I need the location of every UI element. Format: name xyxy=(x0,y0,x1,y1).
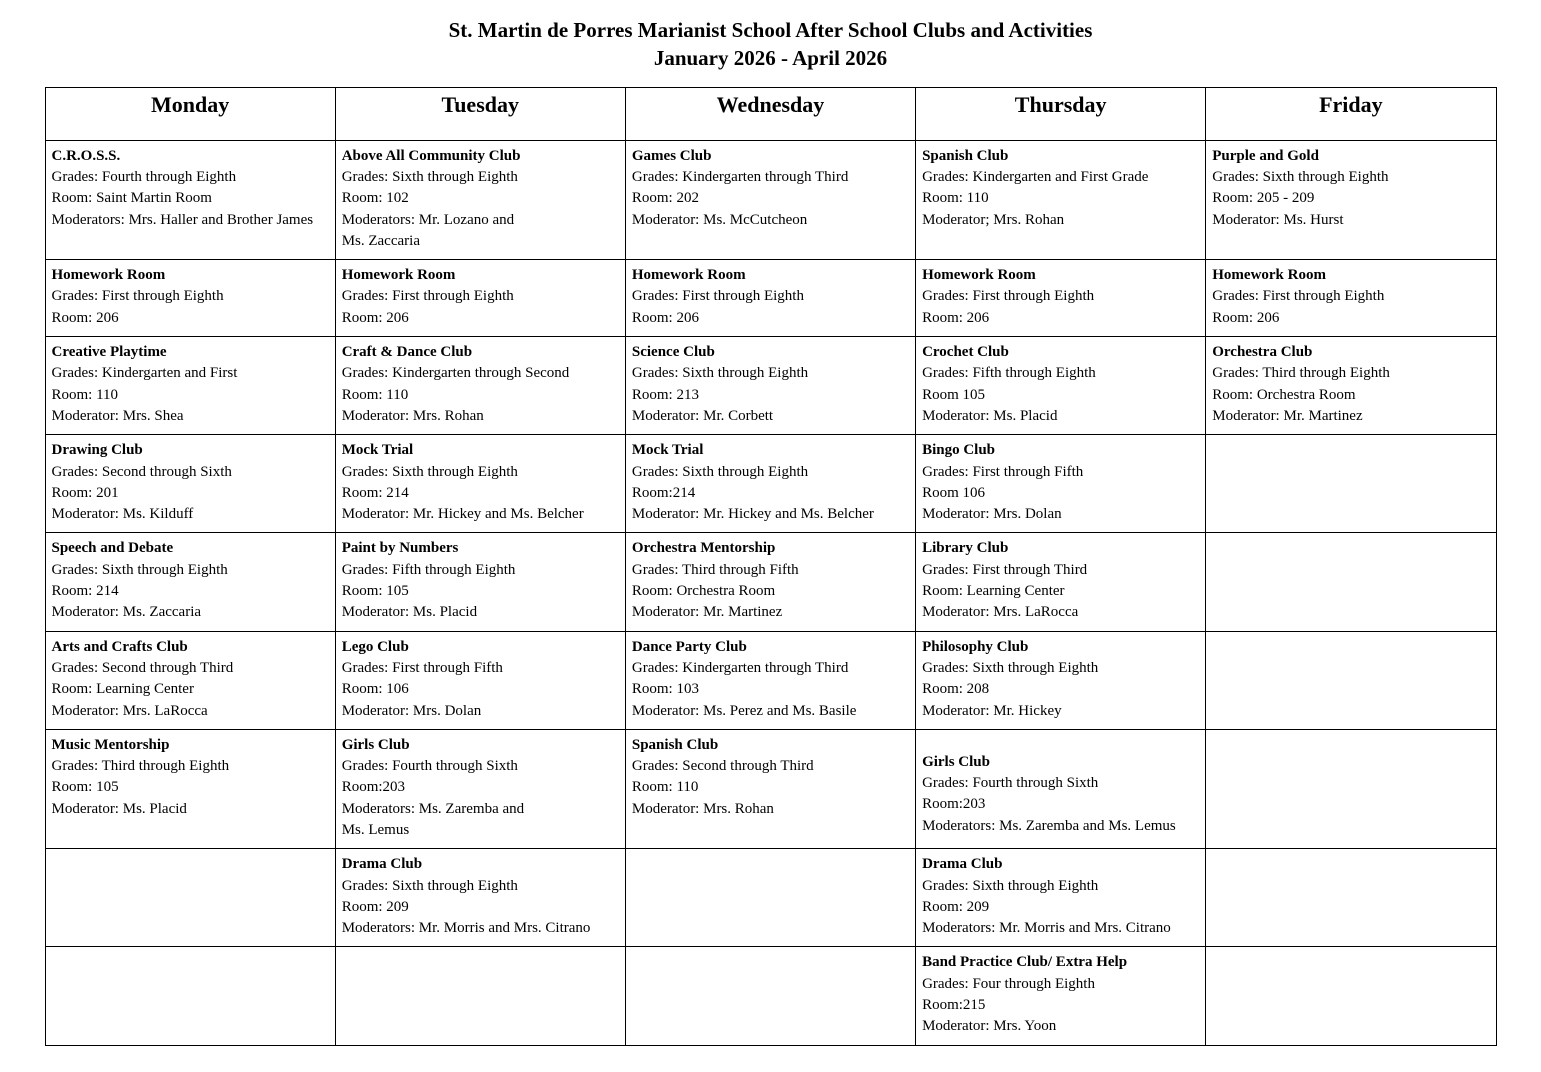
table-row xyxy=(45,140,1496,259)
club-detail-line: Grades: Sixth through Eighth xyxy=(341,168,518,185)
club-detail-line: Room:203 xyxy=(341,779,406,796)
club-name: Science Club xyxy=(631,344,715,361)
page-title-line-2: January 2026 - April 2026 xyxy=(653,46,888,71)
club-detail-line: Grades: Second through Sixth xyxy=(51,463,232,480)
club-detail-line: Grades: Kindergarten and First Grade xyxy=(922,168,1149,185)
cell-content xyxy=(46,435,335,532)
cell-content xyxy=(626,141,915,238)
club-detail-line: Moderator: Ms. Kilduff xyxy=(51,506,194,523)
schedule-cell xyxy=(916,533,1206,631)
cell-content xyxy=(46,849,335,881)
cell-content xyxy=(46,337,335,434)
club-detail-line: Grades: Second through Third xyxy=(51,659,234,676)
club-name: Craft & Dance Club xyxy=(341,344,473,361)
schedule-cell xyxy=(625,260,915,337)
cell-content xyxy=(46,947,335,979)
schedule-cell-empty xyxy=(1206,729,1496,848)
club-detail-line: Grades: Sixth through Eighth xyxy=(1212,168,1389,185)
cell-content xyxy=(626,730,915,827)
club-detail-line: Room: Orchestra Room xyxy=(1212,386,1356,403)
club-detail-line: Moderators: Mr. Morris and Mrs. Citrano xyxy=(922,920,1171,937)
cell-content xyxy=(1206,730,1495,762)
schedule-cell-empty xyxy=(45,849,335,947)
schedule-cell-empty xyxy=(335,947,625,1045)
table-body xyxy=(45,140,1496,1045)
column-header-tuesday: Tuesday xyxy=(335,87,625,140)
cell-content xyxy=(1206,947,1495,979)
cell-content xyxy=(626,947,915,979)
table-row xyxy=(45,337,1496,435)
club-name: Bingo Club xyxy=(922,442,996,459)
club-detail-line: Grades: Sixth through Eighth xyxy=(341,463,518,480)
table-row xyxy=(45,533,1496,631)
club-detail-line: Room: 103 xyxy=(631,681,699,698)
cell-content xyxy=(916,533,1205,630)
schedule-cell xyxy=(1206,337,1496,435)
club-detail-line: Grades: First through Fifth xyxy=(341,659,503,676)
clubs-schedule-table xyxy=(45,87,1497,1046)
cell-content xyxy=(1206,141,1495,238)
club-detail-line: Room: 105 xyxy=(51,779,119,796)
cell-content xyxy=(916,435,1205,532)
club-name: C.R.O.S.S. xyxy=(51,147,121,164)
club-name: Orchestra Club xyxy=(1212,344,1313,361)
club-detail-line: Room: Learning Center xyxy=(922,583,1065,600)
club-detail-line: Moderator: Ms. Placid xyxy=(341,604,478,621)
club-detail-line: Grades: First through Fifth xyxy=(922,463,1084,480)
club-detail-line: Room:203 xyxy=(922,796,986,813)
schedule-cell xyxy=(916,435,1206,533)
club-detail-line: Room: 102 xyxy=(341,190,409,207)
cell-content xyxy=(916,849,1205,946)
schedule-cell-empty xyxy=(45,947,335,1045)
club-detail-line: Moderator: Mr. Martinez xyxy=(1212,407,1363,424)
schedule-cell xyxy=(45,260,335,337)
schedule-cell xyxy=(625,729,915,848)
schedule-cell xyxy=(1206,260,1496,337)
club-name: Girls Club xyxy=(922,753,990,770)
schedule-cell xyxy=(625,533,915,631)
club-detail-line: Room: 106 xyxy=(341,681,409,698)
cell-content xyxy=(336,260,625,336)
club-name: Drama Club xyxy=(341,856,423,873)
club-detail-line: Moderator: Ms. Hurst xyxy=(1212,211,1344,228)
club-detail-line: Room: 206 xyxy=(1212,309,1280,326)
page-title-line-1: St. Martin de Porres Marianist School After School Clubs and Activities xyxy=(448,18,1093,42)
schedule-cell xyxy=(916,337,1206,435)
cell-content xyxy=(336,533,625,630)
schedule-cell-empty xyxy=(1206,435,1496,533)
club-detail-line: Grades: Sixth through Eighth xyxy=(51,561,228,578)
club-detail-line: Room: 110 xyxy=(631,779,699,796)
schedule-cell-empty xyxy=(625,947,915,1045)
club-detail-line: Moderator: Ms. Placid xyxy=(922,407,1058,424)
cell-content xyxy=(1206,632,1495,664)
club-detail-line: Moderator; Mrs. Rohan xyxy=(922,211,1065,228)
schedule-cell xyxy=(625,140,915,259)
club-detail-line: Grades: Fourth through Sixth xyxy=(341,758,518,775)
table-row xyxy=(45,947,1496,1045)
club-detail-line: Room 106 xyxy=(922,484,985,501)
club-detail-line: Grades: Kindergarten and First xyxy=(51,365,238,382)
club-detail-line: Grades: First through Eighth xyxy=(1212,288,1385,305)
table-row xyxy=(45,435,1496,533)
club-detail-line: Ms. Lemus xyxy=(341,822,410,838)
cell-content xyxy=(1206,849,1495,881)
cell-content xyxy=(626,632,915,729)
schedule-cell xyxy=(625,337,915,435)
club-detail-line: Moderator: Mr. Corbett xyxy=(631,407,774,424)
table-header-row xyxy=(45,87,1496,140)
club-detail-line: Grades: Kindergarten through Third xyxy=(631,168,849,185)
club-name: Mock Trial xyxy=(631,442,704,459)
schedule-cell xyxy=(335,260,625,337)
club-detail-line: Moderator: Mrs. LaRocca xyxy=(51,702,208,719)
club-detail-line: Room: 206 xyxy=(631,309,699,326)
club-detail-line: Grades: Third through Fifth xyxy=(631,561,799,578)
club-detail-line: Room: 201 xyxy=(51,484,119,501)
club-name: Spanish Club xyxy=(922,147,1009,164)
cell-content xyxy=(916,632,1205,729)
club-detail-line: Moderator: Mrs. LaRocca xyxy=(922,604,1079,621)
schedule-cell xyxy=(335,631,625,729)
schedule-cell-empty xyxy=(1206,849,1496,947)
table-row xyxy=(45,849,1496,947)
cell-content xyxy=(1206,435,1495,467)
cell-content xyxy=(626,533,915,630)
club-detail-line: Room 105 xyxy=(922,386,985,403)
club-name: Drawing Club xyxy=(51,442,143,459)
club-detail-line: Room: 105 xyxy=(341,583,409,600)
club-detail-line: Grades: Fourth through Eighth xyxy=(51,168,237,185)
club-name: Crochet Club xyxy=(922,344,1009,361)
club-detail-line: Moderators: Ms. Zaremba and Ms. Lemus xyxy=(922,817,1176,834)
club-name: Arts and Crafts Club xyxy=(51,638,188,655)
club-detail-line: Moderators: Ms. Zaremba and xyxy=(341,800,525,817)
cell-content xyxy=(46,632,335,729)
cell-content xyxy=(626,337,915,434)
cell-content xyxy=(336,849,625,946)
column-header-friday: Friday xyxy=(1206,87,1496,140)
schedule-cell xyxy=(45,533,335,631)
club-detail-line: Grades: First through Eighth xyxy=(631,288,804,305)
club-name: Homework Room xyxy=(922,267,1036,284)
schedule-cell xyxy=(335,533,625,631)
club-detail-line: Room: 214 xyxy=(51,583,119,600)
club-name: Drama Club xyxy=(922,856,1003,873)
column-header-monday: Monday xyxy=(45,87,335,140)
club-detail-line: Grades: Fifth through Eighth xyxy=(341,561,516,578)
table-header xyxy=(45,87,1496,140)
schedule-cell-empty xyxy=(1206,631,1496,729)
table-row xyxy=(45,729,1496,848)
schedule-cell xyxy=(1206,140,1496,259)
cell-content xyxy=(46,141,335,238)
column-header-wednesday: Wednesday xyxy=(625,87,915,140)
club-detail-line: Grades: Third through Eighth xyxy=(1212,365,1390,382)
club-name: Band Practice Club/ Extra Help xyxy=(922,954,1128,971)
club-name: Homework Room xyxy=(1212,267,1326,284)
cell-content xyxy=(916,337,1205,434)
cell-content xyxy=(916,947,1205,1044)
club-detail-line: Room: 110 xyxy=(51,386,119,403)
cell-content xyxy=(46,730,335,827)
schedule-cell xyxy=(45,729,335,848)
club-detail-line: Moderators: Mr. Lozano and xyxy=(341,211,515,228)
page-title xyxy=(40,16,1501,73)
club-detail-line: Room: 110 xyxy=(341,386,409,403)
club-detail-line: Room: 202 xyxy=(631,190,699,207)
club-detail-line: Grades: Fifth through Eighth xyxy=(922,365,1096,382)
schedule-cell xyxy=(335,729,625,848)
schedule-cell xyxy=(916,729,1206,848)
cell-content xyxy=(336,337,625,434)
schedule-cell xyxy=(45,435,335,533)
cell-content xyxy=(626,849,915,881)
club-detail-line: Grades: First through Eighth xyxy=(51,288,224,305)
club-detail-line: Moderator: Mrs. Shea xyxy=(51,407,184,424)
club-detail-line: Room: 214 xyxy=(341,484,409,501)
club-detail-line: Room: 205 - 209 xyxy=(1212,190,1315,207)
club-detail-line: Moderator: Mr. Hickey and Ms. Belcher xyxy=(341,506,584,523)
club-name: Above All Community Club xyxy=(341,147,521,164)
table-row xyxy=(45,631,1496,729)
club-detail-line: Grades: Second through Third xyxy=(631,758,814,775)
club-name: Lego Club xyxy=(341,638,409,655)
club-name: Purple and Gold xyxy=(1212,147,1319,164)
club-detail-line: Room: 209 xyxy=(922,898,990,915)
club-name: Games Club xyxy=(631,147,712,164)
club-name: Homework Room xyxy=(51,267,166,284)
schedule-cell xyxy=(335,140,625,259)
club-detail-line: Moderator: Ms. Placid xyxy=(51,800,187,817)
club-detail-line: Moderator: Ms. Zaccaria xyxy=(51,604,202,621)
cell-content xyxy=(336,730,625,848)
club-detail-line: Room:214 xyxy=(631,484,696,501)
club-detail-line: Grades: Third through Eighth xyxy=(51,758,230,775)
club-detail-line: Room: 206 xyxy=(51,309,119,326)
club-detail-line: Room: 209 xyxy=(341,898,409,915)
club-name: Dance Party Club xyxy=(631,638,747,655)
schedule-cell xyxy=(916,947,1206,1045)
schedule-cell xyxy=(625,631,915,729)
cell-content xyxy=(916,730,1205,844)
club-detail-line: Grades: Four through Eighth xyxy=(922,975,1095,992)
table-row xyxy=(45,260,1496,337)
cell-content xyxy=(336,141,625,259)
club-detail-line: Grades: Kindergarten through Second xyxy=(341,365,570,382)
club-name: Library Club xyxy=(922,540,1009,557)
club-name: Paint by Numbers xyxy=(341,540,459,557)
club-detail-line: Room: Saint Martin Room xyxy=(51,190,212,207)
club-detail-line: Grades: First through Eighth xyxy=(341,288,514,305)
club-detail-line: Moderator: Mrs. Dolan xyxy=(922,506,1062,523)
club-detail-line: Room: Orchestra Room xyxy=(631,583,776,600)
club-detail-line: Room: 213 xyxy=(631,386,699,403)
schedule-cell xyxy=(625,435,915,533)
schedule-cell xyxy=(335,337,625,435)
schedule-cell xyxy=(916,140,1206,259)
club-name: Orchestra Mentorship xyxy=(631,540,776,557)
schedule-cell-empty xyxy=(1206,533,1496,631)
club-name: Music Mentorship xyxy=(51,736,170,753)
club-name: Girls Club xyxy=(341,736,410,753)
club-detail-line: Moderator: Mr. Hickey xyxy=(922,702,1062,719)
club-detail-line: Moderators: Mrs. Haller and Brother James xyxy=(51,211,314,228)
club-detail-line: Room: Learning Center xyxy=(51,681,194,698)
schedule-cell xyxy=(45,140,335,259)
club-detail-line: Ms. Zaccaria xyxy=(341,232,420,249)
club-detail-line: Room: 208 xyxy=(922,681,990,698)
club-detail-line: Grades: Sixth through Eighth xyxy=(341,877,518,894)
cell-content xyxy=(46,260,335,336)
club-detail-line: Grades: First through Third xyxy=(922,561,1088,578)
club-name: Speech and Debate xyxy=(51,540,174,557)
cell-content xyxy=(1206,533,1495,565)
club-detail-line: Grades: First through Eighth xyxy=(922,288,1095,305)
club-detail-line: Room: 206 xyxy=(341,309,409,326)
cell-content xyxy=(336,435,625,532)
schedule-cell xyxy=(916,631,1206,729)
club-detail-line: Grades: Fourth through Sixth xyxy=(922,775,1099,792)
club-detail-line: Moderator: Mrs. Dolan xyxy=(341,702,482,719)
schedule-cell-empty xyxy=(625,849,915,947)
cell-content xyxy=(1206,260,1495,336)
cell-content xyxy=(1206,337,1495,434)
cell-content xyxy=(46,533,335,630)
club-name: Philosophy Club xyxy=(922,638,1029,655)
cell-content xyxy=(336,632,625,729)
cell-content xyxy=(916,260,1205,336)
club-name: Spanish Club xyxy=(631,736,719,753)
club-detail-line: Moderator: Ms. Perez and Ms. Basile xyxy=(631,702,857,719)
cell-content xyxy=(626,260,915,336)
club-detail-line: Grades: Kindergarten through Third xyxy=(631,659,849,676)
cell-content xyxy=(336,947,625,979)
club-detail-line: Moderator: Ms. McCutcheon xyxy=(631,211,808,228)
schedule-cell xyxy=(45,337,335,435)
club-detail-line: Grades: Sixth through Eighth xyxy=(922,659,1099,676)
column-header-thursday: Thursday xyxy=(916,87,1206,140)
schedule-cell xyxy=(916,849,1206,947)
club-name: Mock Trial xyxy=(341,442,414,459)
club-detail-line: Moderator: Mr. Martinez xyxy=(631,604,783,621)
club-detail-line: Room: 110 xyxy=(922,190,989,207)
club-detail-line: Grades: Sixth through Eighth xyxy=(922,877,1099,894)
schedule-cell xyxy=(335,435,625,533)
club-detail-line: Moderator: Mrs. Rohan xyxy=(341,407,484,424)
club-detail-line: Room: 206 xyxy=(922,309,990,326)
club-detail-line: Grades: Sixth through Eighth xyxy=(631,463,809,480)
club-name: Homework Room xyxy=(341,267,456,284)
schedule-cell xyxy=(335,849,625,947)
club-detail-line: Room:215 xyxy=(922,997,986,1014)
schedule-cell xyxy=(916,260,1206,337)
club-name: Homework Room xyxy=(631,267,746,284)
cell-content xyxy=(626,435,915,532)
club-name: Creative Playtime xyxy=(51,344,167,361)
club-detail-line: Grades: Sixth through Eighth xyxy=(631,365,809,382)
cell-content xyxy=(916,141,1205,238)
schedule-cell xyxy=(45,631,335,729)
club-detail-line: Moderator: Mrs. Rohan xyxy=(631,800,774,817)
club-detail-line: Moderators: Mr. Morris and Mrs. Citrano xyxy=(341,920,591,937)
schedule-cell-empty xyxy=(1206,947,1496,1045)
club-detail-line: Moderator: Mrs. Yoon xyxy=(922,1018,1057,1035)
club-detail-line: Moderator: Mr. Hickey and Ms. Belcher xyxy=(631,506,874,523)
